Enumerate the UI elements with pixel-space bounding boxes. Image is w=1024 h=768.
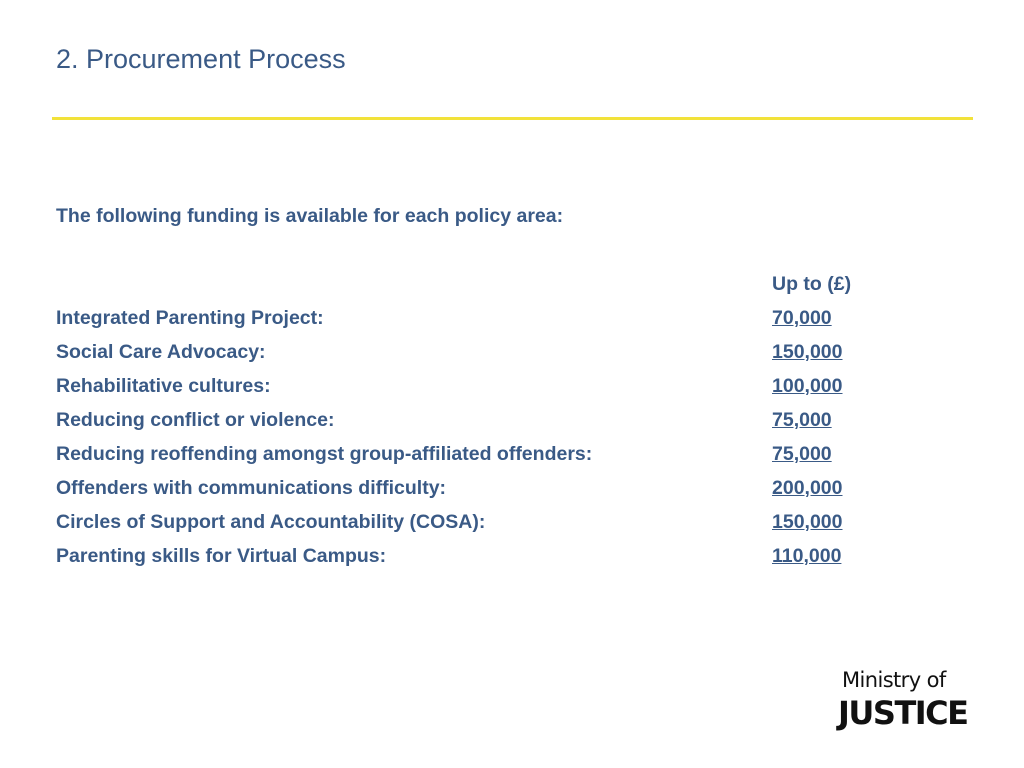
funding-amount-link[interactable]: 75,000 (772, 443, 832, 465)
funding-amount-link[interactable]: 110,000 (772, 545, 842, 567)
funding-row (56, 409, 936, 439)
policy-area-label: Social Care Advocacy: (56, 341, 266, 363)
funding-row (56, 443, 936, 473)
logo-line-ministry-of: Ministry of (842, 668, 946, 692)
funding-row (56, 307, 936, 337)
policy-area-label: Reducing conflict or violence: (56, 409, 335, 431)
funding-amount-link[interactable]: 100,000 (772, 375, 843, 397)
policy-area-label: Parenting skills for Virtual Campus: (56, 545, 387, 567)
funding-amount-link[interactable]: 150,000 (772, 511, 843, 533)
policy-area-label: Offenders with communications difficulty: (56, 477, 447, 499)
funding-row (56, 341, 936, 371)
funding-row (56, 375, 936, 405)
policy-area-label: Circles of Support and Accountability (COSA): (56, 511, 486, 533)
ministry-of-justice-logo (838, 668, 968, 738)
funding-amount-link[interactable]: 75,000 (772, 409, 832, 431)
funding-row (56, 545, 936, 575)
funding-row (56, 477, 936, 507)
title-divider (52, 117, 973, 120)
policy-area-label: Integrated Parenting Project: (56, 307, 324, 329)
funding-amount-link[interactable]: 200,000 (772, 477, 843, 499)
funding-amount-link[interactable]: 150,000 (772, 341, 843, 363)
policy-area-label: Reducing reoffending amongst group-affiliated offenders: (56, 443, 593, 465)
funding-amount-link[interactable]: 70,000 (772, 307, 832, 329)
intro-text: The following funding is available for each policy area: (56, 205, 564, 227)
amount-column-header: Up to (£) (772, 273, 852, 295)
policy-area-label: Rehabilitative cultures: (56, 375, 271, 397)
logo-line-justice: JUSTICE (838, 694, 968, 732)
funding-row (56, 511, 936, 541)
slide-title: 2. Procurement Process (56, 44, 346, 74)
